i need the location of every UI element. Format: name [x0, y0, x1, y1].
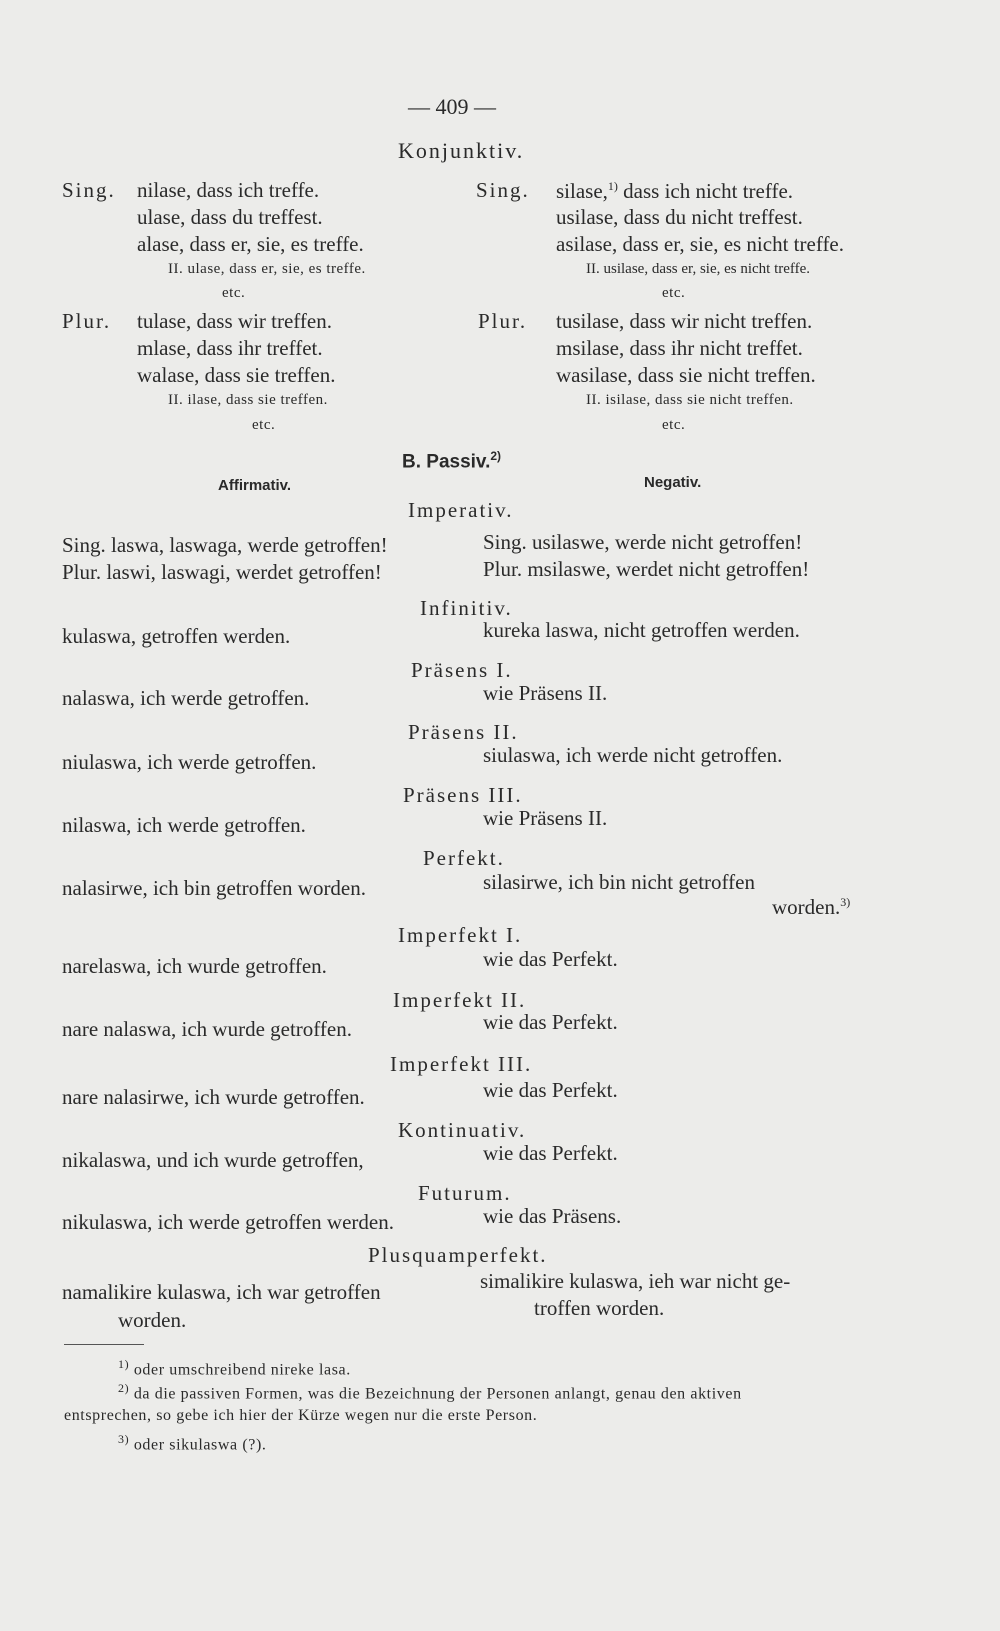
imperativ-aff-plur: Plur. laswi, laswagi, werdet getroffen! — [62, 560, 382, 584]
neg-plur-etc: etc. — [662, 417, 686, 433]
imperfekt-3-neg: wie das Perfekt. — [483, 1078, 618, 1102]
imperfekt-2-aff: nare nalaswa, ich wurde getroffen. — [62, 1017, 352, 1041]
imperfekt-3-aff: nare nalasirwe, ich wurde getroffen. — [62, 1085, 365, 1109]
negativ-label: Negativ. — [644, 474, 702, 491]
aff-sing-etc: etc. — [222, 285, 246, 301]
aff-sing-ii: II. ulase, dass er, sie, es treffe. — [168, 261, 366, 277]
section-heading-kontinuativ: Kontinuativ. — [398, 1118, 527, 1142]
plusquamperfekt-aff-cont: worden. — [118, 1308, 187, 1332]
section-heading-imperativ: Imperativ. — [408, 498, 514, 522]
perfekt-aff: nalasirwe, ich bin getroffen worden. — [62, 876, 367, 900]
praesens-3-neg: wie Präsens II. — [483, 806, 608, 830]
section-heading-infinitiv: Infinitiv. — [420, 596, 513, 620]
footnote-ref: 1) — [607, 179, 618, 193]
neg-sing-line: asilase, dass er, sie, es nicht treffe. — [556, 232, 845, 256]
neg-plur-line: wasilase, dass sie nicht treffen. — [556, 363, 816, 387]
plusquamperfekt-aff: namalikire kulaswa, ich war getroffen — [62, 1280, 381, 1304]
aff-plur-label: Plur. — [62, 309, 112, 333]
neg-sing-line: usilase, dass du nicht treffest. — [556, 205, 803, 229]
infinitiv-aff: kulaswa, getroffen werden. — [62, 624, 291, 648]
neg-plur-ii: II. isilase, dass sie nicht treffen. — [586, 392, 794, 408]
aff-sing-line: alase, dass er, sie, es treffe. — [137, 232, 364, 256]
imperativ-aff-sing: Sing. laswa, laswaga, werde getroffen! — [62, 533, 388, 557]
aff-plur-line: mlase, dass ihr treffet. — [137, 336, 323, 360]
praesens-1-neg: wie Präsens II. — [483, 681, 608, 705]
neg-plur-line: tusilase, dass wir nicht treffen. — [556, 309, 813, 333]
perfekt-neg-cont: worden.$^{3)}$ — [772, 895, 851, 919]
kontinuativ-aff: nikalaswa, und ich wurde getroffen, — [62, 1148, 364, 1172]
neg-sing-ii: II. usilase, dass er, sie, es nicht treffe. — [586, 261, 811, 277]
praesens-3-aff: nilaswa, ich werde getroffen. — [62, 813, 306, 837]
section-heading-imperfekt-1: Imperfekt I. — [398, 923, 523, 947]
section-heading-praesens-3: Präsens III. — [403, 783, 523, 807]
infinitiv-neg: kureka laswa, nicht getroffen werden. — [483, 618, 800, 642]
aff-plur-ii: II. ilase, dass sie treffen. — [168, 392, 328, 408]
section-heading-imperfekt-2: Imperfekt II. — [393, 988, 527, 1012]
futurum-neg: wie das Präsens. — [483, 1204, 622, 1228]
imperfekt-1-neg: wie das Perfekt. — [483, 947, 618, 971]
section-heading-futurum: Futurum. — [418, 1181, 512, 1205]
passiv-heading: B. Passiv.$^{2)}$ — [402, 449, 502, 473]
footnote-2: $^{2)}$ da die passiven Formen, was die Bezeichnung der Personen anlangt, genau den aktiven — [118, 1381, 742, 1403]
plusquamperfekt-neg-cont: troffen worden. — [534, 1296, 665, 1320]
aff-sing-line: ulase, dass du treffest. — [137, 205, 323, 229]
plusquamperfekt-neg: simalikire kulaswa, ieh war nicht ge- — [480, 1269, 791, 1293]
aff-plur-line: tulase, dass wir treffen. — [137, 309, 332, 333]
neg-sing-label: Sing. — [476, 178, 530, 202]
praesens-2-aff: niulaswa, ich werde getroffen. — [62, 750, 317, 774]
footnote-ref: 3) — [840, 895, 851, 909]
neg-sing-line: silase,$^{1)}$ dass ich nicht treffe. — [556, 179, 794, 203]
footnote-2-cont: entsprechen, so gebe ich hier der Kürze wegen nur die erste Person. — [64, 1407, 538, 1424]
imperfekt-2-neg: wie das Perfekt. — [483, 1010, 618, 1034]
page-number: — 409 — — [408, 94, 496, 119]
footnote-3: $^{3)}$ oder sikulaswa (?). — [118, 1432, 267, 1454]
futurum-aff: nikulaswa, ich werde getroffen werden. — [62, 1210, 394, 1234]
section-heading-plusquamperfekt: Plusquamperfekt. — [368, 1243, 548, 1267]
perfekt-neg: silasirwe, ich bin nicht getroffen — [483, 870, 755, 894]
footnote-1: $^{1)}$ oder umschreibend nireke lasa. — [118, 1357, 351, 1379]
praesens-2-neg: siulaswa, ich werde nicht getroffen. — [483, 743, 783, 767]
imperfekt-1-aff: narelaswa, ich wurde getroffen. — [62, 954, 327, 978]
section-heading-perfekt: Perfekt. — [423, 846, 505, 870]
aff-sing-line: nilase, dass ich treffe. — [137, 178, 320, 202]
aff-plur-line: walase, dass sie treffen. — [137, 363, 336, 387]
imperativ-neg-sing: Sing. usilaswe, werde nicht getroffen! — [483, 530, 803, 554]
aff-sing-label: Sing. — [62, 178, 116, 202]
section-heading-praesens-1: Präsens I. — [411, 658, 513, 682]
kontinuativ-neg: wie das Perfekt. — [483, 1141, 618, 1165]
affirmativ-label: Affirmativ. — [218, 477, 292, 494]
section-heading-konjunktiv: Konjunktiv. — [398, 138, 525, 163]
imperativ-neg-plur: Plur. msilaswe, werdet nicht getroffen! — [483, 557, 810, 581]
section-heading-praesens-2: Präsens II. — [408, 720, 519, 744]
neg-plur-line: msilase, dass ihr nicht treffet. — [556, 336, 803, 360]
neg-plur-label: Plur. — [478, 309, 528, 333]
neg-sing-etc: etc. — [662, 285, 686, 301]
footnote-ref: 2) — [490, 449, 502, 463]
praesens-1-aff: nalaswa, ich werde getroffen. — [62, 686, 310, 710]
aff-plur-etc: etc. — [252, 417, 276, 433]
footnote-divider — [64, 1344, 144, 1345]
section-heading-imperfekt-3: Imperfekt III. — [390, 1052, 533, 1076]
